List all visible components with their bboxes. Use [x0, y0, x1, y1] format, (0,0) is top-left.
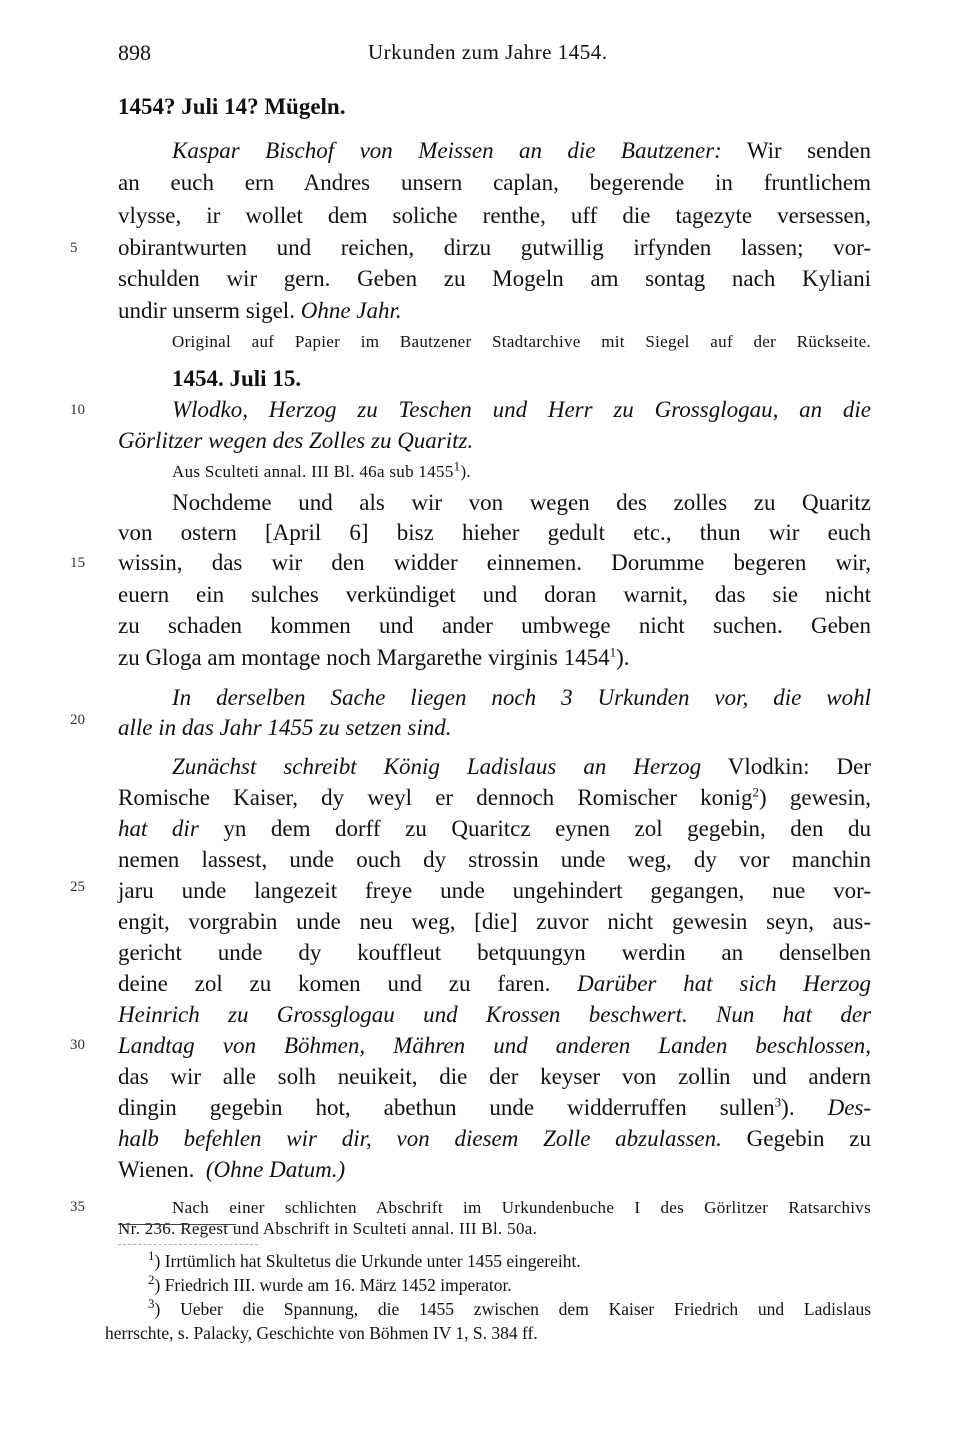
- footnote-mark: 2: [148, 1272, 155, 1288]
- doc1-ohne-jahr: Ohne Jahr.: [300, 298, 402, 323]
- doc2-source: [118, 457, 871, 487]
- doc2-text-end: ).: [616, 645, 630, 670]
- commentary-line: [118, 1124, 871, 1154]
- doc1-line-last: [118, 296, 871, 326]
- commentary-line: das wir alle solh neuikeit, die der keyser von zollin und andern: [118, 1064, 871, 1089]
- commentary-italic: halb befehlen wir dir, von diesem Zolle abzulassen.: [118, 1126, 722, 1151]
- commentary-line: In derselben Sache liegen noch 3 Urkunden vor, die wohl: [172, 685, 871, 710]
- commentary-line: jaru unde langezeit freye unde ungehindert gegangen, nue vor-: [118, 878, 871, 903]
- commentary-line: gericht unde dy kouffleut betquungyn werdin an denselben: [118, 940, 871, 965]
- page-number: 898: [118, 40, 151, 65]
- doc1-text: Wir senden: [746, 138, 871, 163]
- doc2-heading: 1454. Juli 15.: [172, 366, 302, 391]
- line-number: 25: [70, 879, 85, 895]
- commentary-italic: (Ohne Datum.): [205, 1157, 346, 1182]
- commentary-text: deine zol zu komen und zu faren.: [118, 971, 551, 996]
- commentary-text: Vlodkin: Der: [727, 754, 871, 779]
- commentary-text: ) gewesin,: [759, 785, 871, 810]
- closing-note: Nach einer schlichten Abschrift im Urkundenbuche I des Görlitzer Ratsarchivs: [172, 1198, 871, 1217]
- doc1-line: schulden wir gern. Geben zu Mogeln am sontag nach Kyliani: [118, 266, 871, 291]
- footnote: $^1$) Irrtümlich hat Skultetus die Urkunde unter 1455 eingereiht.: [148, 1248, 581, 1271]
- commentary-italic: Darüber hat sich Herzog: [577, 971, 871, 996]
- commentary-line: [118, 1093, 871, 1123]
- doc2-text: Nochdeme und als wir von wegen des zolles zu Quaritz: [172, 490, 871, 515]
- doc2-text: wissin, das wir den widder einnemen. Dorumme begeren wir,: [118, 550, 871, 575]
- footnote-rule: [118, 1224, 236, 1225]
- commentary-line: [118, 783, 871, 813]
- footnote: $^2$) Friedrich III. wurde am 16. März 1452 imperator.: [148, 1272, 512, 1295]
- commentary-italic: hat dir: [118, 816, 199, 841]
- commentary-line: engit, vorgrabin unde neu weg, [die] zuvor nicht gewesin seyn, aus-: [118, 909, 871, 934]
- footnote-text: Irrtümlich hat Skultetus die Urkunde unter 1455 eingereiht.: [164, 1251, 581, 1271]
- commentary-italic: Des-: [827, 1095, 872, 1120]
- footnote-ref: 2: [752, 784, 760, 800]
- footnote-ref: 3: [774, 1094, 782, 1110]
- doc2-text: von ostern [April 6] bisz hieher gedult etc., thun wir euch: [118, 520, 871, 545]
- closing-note: Nr. 236. Regest und Abschrift in Sculteti annal. III Bl. 50a.: [118, 1219, 538, 1238]
- line-number: 30: [70, 1037, 85, 1053]
- footnote-mark: 1: [148, 1248, 155, 1264]
- doc2-text: euern ein sulches verkündiget und doran warnit, das sie nicht: [118, 582, 871, 607]
- doc1-line: vlysse, ir wollet dem soliche renthe, uff die tagezyte versessen,: [118, 203, 871, 228]
- commentary-italic: Nun hat der: [716, 1002, 872, 1027]
- line-number: 35: [70, 1199, 85, 1215]
- commentary-text: dingin gegebin hot, abethun unde widderruffen sullen: [118, 1095, 775, 1120]
- commentary-line: alle in das Jahr 1455 zu setzen sind.: [118, 715, 452, 740]
- doc1-source-note: Original auf Papier im Bautzener Stadtarchive mit Siegel auf der Rückseite.: [172, 332, 871, 351]
- footnote: $^3$) Ueber die Spannung, die 1455 zwischen dem Kaiser Friedrich und Ladislaus: [148, 1296, 871, 1319]
- commentary-line: [118, 1155, 871, 1185]
- running-title: Urkunden zum Jahre 1454.: [368, 40, 608, 64]
- footnote-ref: 1: [609, 644, 617, 660]
- commentary-line: [118, 1000, 871, 1030]
- doc1-heading: 1454? Juli 14? Mügeln.: [118, 94, 346, 119]
- commentary-line: [118, 969, 871, 999]
- line-number: 10: [70, 402, 85, 418]
- commentary-text: yn dem dorff zu Quaritcz eynen zol gegebin, den du: [223, 816, 872, 841]
- commentary-text: Romische Kaiser, dy weyl er dennoch Romischer konig: [118, 785, 753, 810]
- doc1-line-1: [118, 136, 871, 166]
- commentary-line: [118, 814, 871, 844]
- doc2-text: zu schaden kommen und ander umbwege nicht suchen. Geben: [118, 613, 871, 638]
- footnote-text: Ueber die Spannung, die 1455 zwischen dem Kaiser Friedrich und Ladislaus: [180, 1299, 871, 1319]
- footnote-text: Friedrich III. wurde am 16. März 1452 imperator.: [164, 1275, 512, 1295]
- doc1-line: an euch ern Andres unsern caplan, begerende in fruntlichem: [118, 170, 871, 195]
- commentary-line: nemen lassest, unde ouch dy strossin unde weg, dy vor manchin: [118, 847, 871, 872]
- doc1-line: obirantwurten und reichen, dirzu gutwillig irfynden lassen; vor-: [118, 235, 871, 260]
- line-number: 20: [70, 712, 85, 728]
- commentary-text: ).: [781, 1095, 795, 1120]
- footnote-continuation: herrschte, s. Palacky, Geschichte von Böhmen IV 1, S. 384 ff.: [105, 1323, 538, 1343]
- commentary-line: Landtag von Böhmen, Mähren und anderen Landen beschlossen,: [118, 1033, 871, 1058]
- commentary-text: Wienen.: [118, 1157, 195, 1182]
- doc2-summary: Görlitzer wegen des Zolles zu Quaritz.: [118, 428, 474, 453]
- line-number: 5: [70, 240, 78, 256]
- source-body: Sculteti annal. III Bl. 46a sub 1455: [204, 462, 454, 481]
- doc1-intro: Kaspar Bischof von Meissen an die Bautzener:: [172, 138, 722, 163]
- source-end: ).: [460, 462, 471, 481]
- doc2-text-last: [118, 643, 871, 673]
- commentary-line: [118, 752, 871, 782]
- line-number: 15: [70, 555, 85, 571]
- footnote-rule-dashed: [118, 1244, 258, 1245]
- page-header: [118, 40, 872, 70]
- footnote-mark: 3: [148, 1296, 155, 1312]
- source-prefix: Aus: [172, 462, 201, 481]
- commentary-italic: Zunächst schreibt König Ladislaus an Herzog: [172, 754, 702, 779]
- doc2-summary: Wlodko, Herzog zu Teschen und Herr zu Grossglogau, an die: [172, 397, 871, 422]
- commentary-italic: Heinrich zu Grossglogau und Krossen beschwert.: [118, 1002, 688, 1027]
- commentary-text: Gegebin zu: [746, 1126, 872, 1151]
- doc1-text: undir unserm sigel.: [118, 298, 295, 323]
- doc2-text: zu Gloga am montage noch Margarethe virginis 1454: [118, 645, 610, 670]
- footnote-ref: 1: [453, 458, 461, 474]
